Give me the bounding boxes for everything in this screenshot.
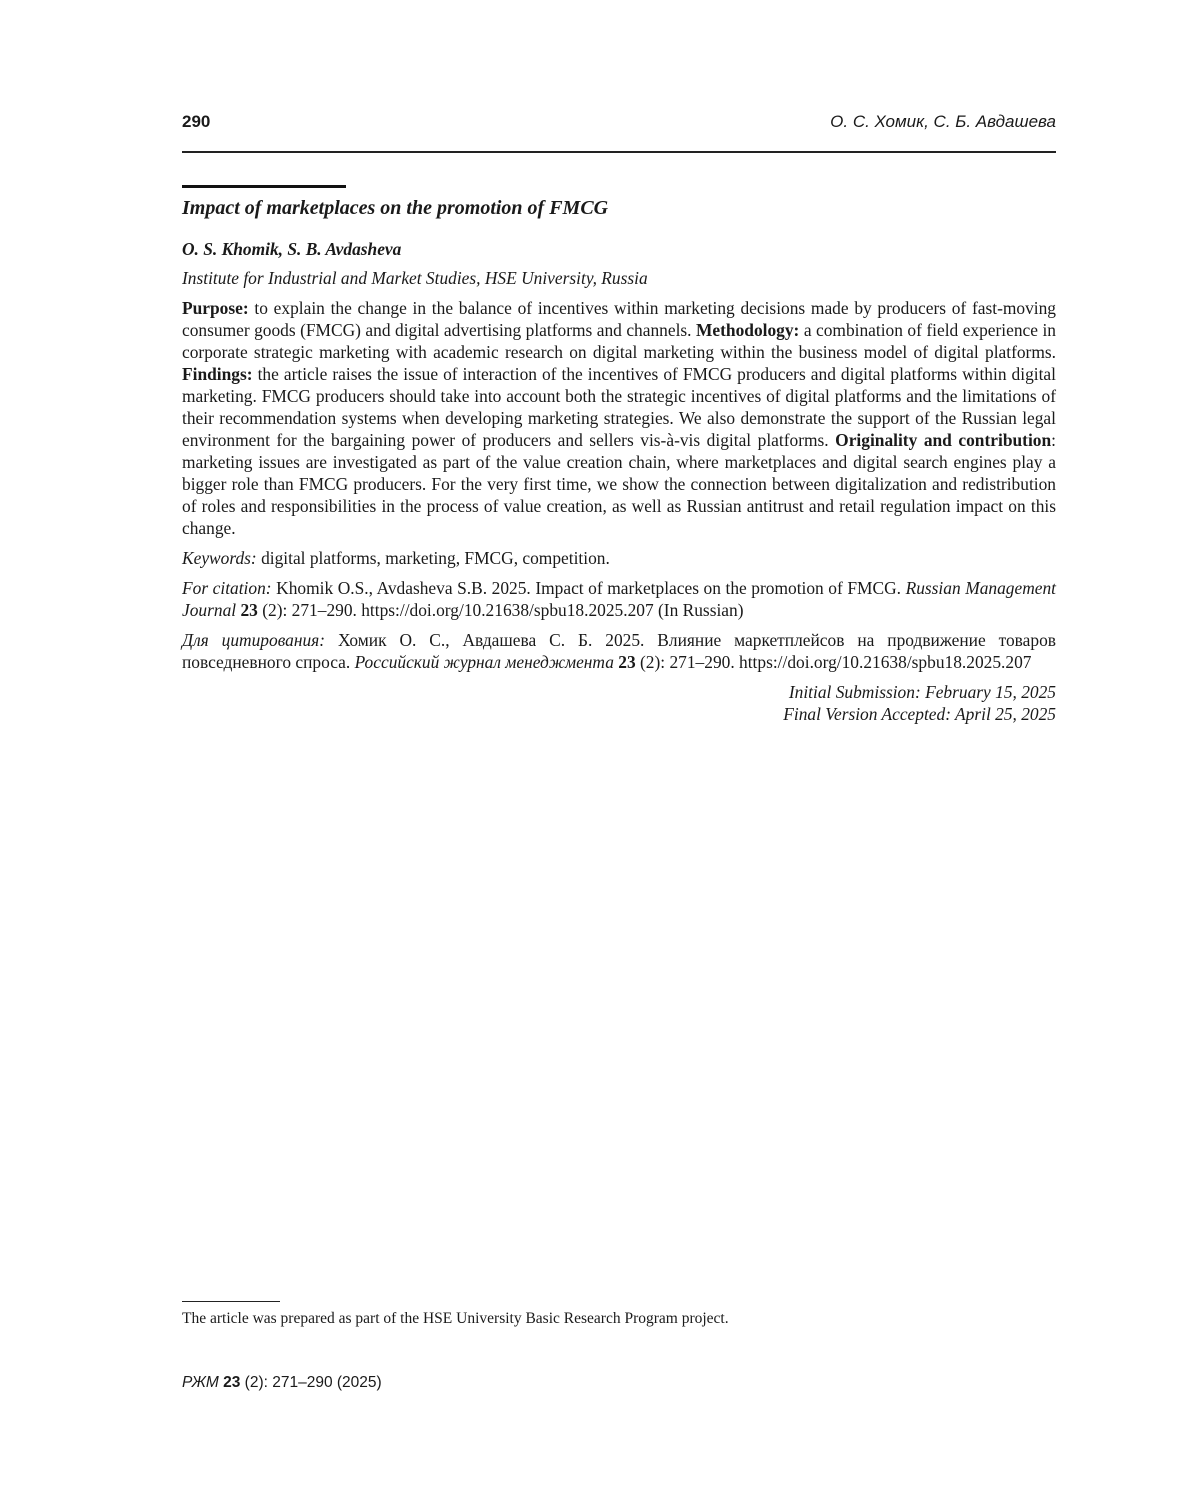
submission-dates [182,681,1056,725]
citation-ru-text-before: Хомик О. С., Авдашева С. Б. 2025. Влияние маркетплейсов на продвижение товаров повседневного спроса. [182,630,1056,672]
citation-ru-text-after: (2): 271–290. https://doi.org/10.21638/spbu18.2025.207 [635,652,1032,672]
footer-volume: 23 [223,1374,241,1391]
running-head [182,112,1056,140]
citation-en-label: For citation: [182,578,272,598]
article-authors: O. S. Khomik, S. B. Avdasheva [182,239,402,259]
header-rule [182,151,1056,153]
footnote-rule [182,1301,280,1302]
findings-text: the article raises the issue of interaction of the incentives of FMCG producers and digital platforms within digital marketing. FMCG producers should take into account both the strategic incentives of digital platforms and the limitations of their recommendation systems when developing marketing strategies. We also demonstrate the support of the Russian legal environment for the bargaining power of producers and sellers vis-à-vis digital platforms. [182,364,1056,450]
originality-text: : marketing issues are investigated as part of the value creation chain, where marketplaces and digital search engines play a bigger role than FMCG producers. For the very first time, we show the connection between digitalization and redistribution of roles and responsibilities in the process of value creation, as well as Russian antitrust and retail regulation impact on this change. [182,430,1056,538]
article-title: Impact of marketplaces on the promotion of FMCG [182,197,609,219]
citation-ru [182,629,1056,673]
purpose-text: to explain the change in the balance of incentives within marketing decisions made by producers of fast-moving consumer goods (FMCG) and digital advertising platforms and channels. [182,298,1056,340]
citation-en-journal: Russian Management Journal [182,578,1057,620]
page-footer [182,1374,382,1392]
citation-en-text-before: Khomik O.S., Avdasheva S.B. 2025. Impact of marketplaces on the promotion of FMCG. [271,578,906,598]
footer-issue-pages: (2): 271–290 (2025) [240,1374,382,1391]
citation-en-text-after: (2): 271–290. https://doi.org/10.21638/spbu18.2025.207 (In Russian) [257,600,744,620]
title-rule [182,185,346,188]
article-affiliation: Institute for Industrial and Market Studies, HSE University, Russia [182,268,648,288]
keywords-label: Keywords: [182,548,257,568]
keywords [182,547,1056,569]
running-head-authors: О. С. Хомик, С. Б. Авдашева [830,112,1056,131]
footnote: The article was prepared as part of the HSE University Basic Research Program project. [182,1310,729,1327]
initial-submission-date: Initial Submission: February 15, 2025 [788,682,1056,702]
citation-ru-label: Для цитирования: [182,630,326,650]
citation-ru-journal: Российский журнал менеджмента [354,652,614,672]
methodology-text: a combination of field experience in corporate strategic marketing with academic research on digital marketing within the business model of digital platforms. [182,320,1056,362]
final-version-date: Final Version Accepted: April 25, 2025 [783,704,1056,724]
citation-en [182,577,1056,621]
abstract [182,297,1056,539]
methodology-label: Methodology: [695,320,800,340]
footer-journal-abbr: РЖМ [182,1374,219,1391]
originality-label: Originality and contribution [835,430,1052,450]
citation-en-volume: 23 [240,600,258,620]
purpose-label: Purpose: [182,298,249,318]
citation-ru-volume: 23 [618,652,636,672]
page-number: 290 [182,112,211,131]
keywords-text: digital platforms, marketing, FMCG, competition. [256,548,610,568]
journal-page [182,0,1056,1500]
article-abstract-block [182,195,1056,725]
findings-label: Findings: [182,364,253,384]
